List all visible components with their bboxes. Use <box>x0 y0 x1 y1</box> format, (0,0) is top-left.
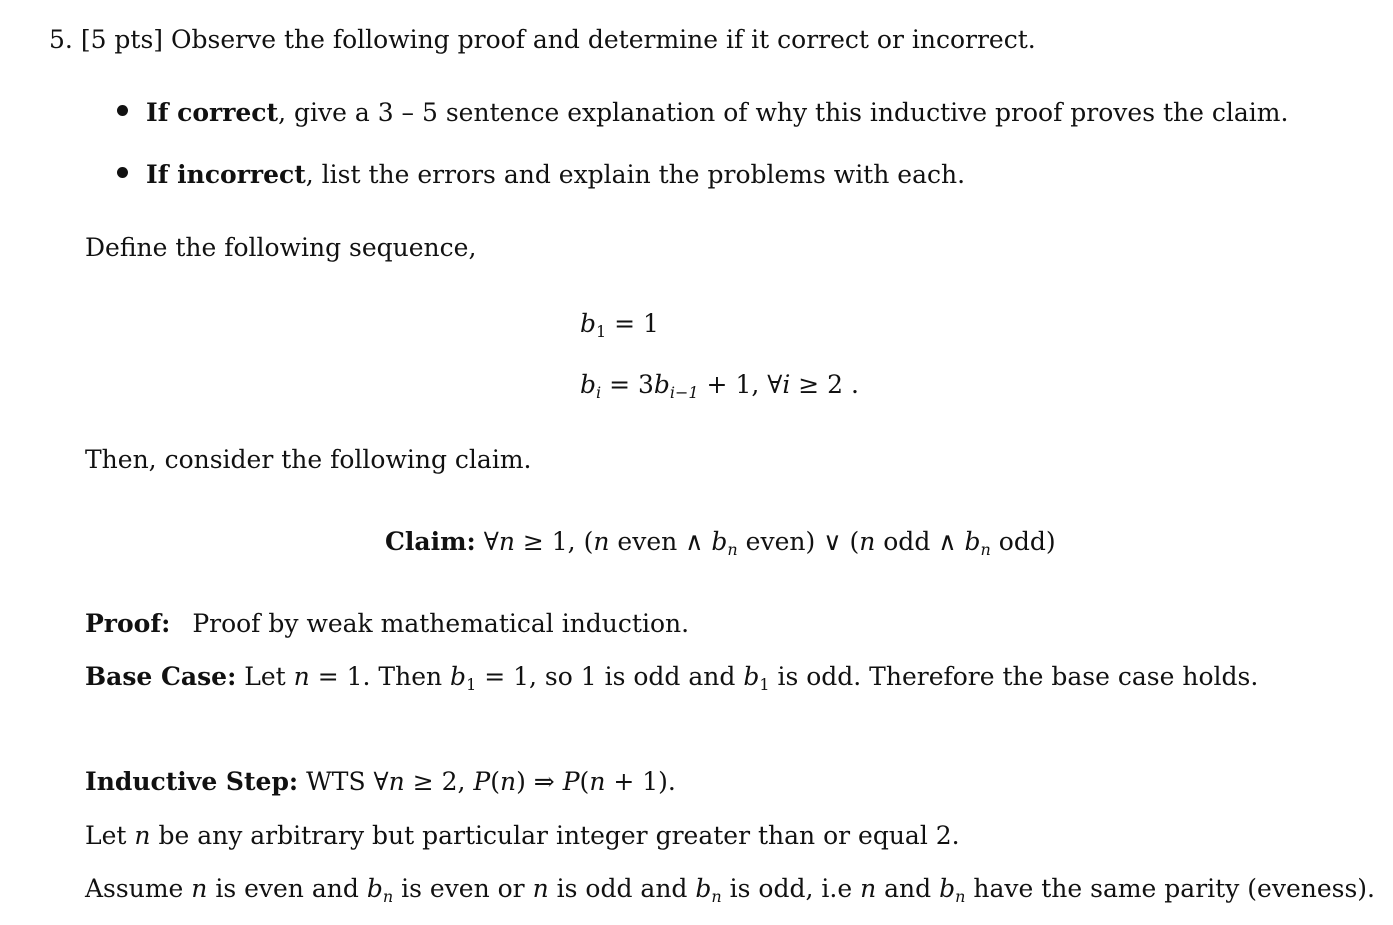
base-case-line: Base Case: Let n = 1. Then $b_1 = 1$, so 1 is odd and $b_1$ is odd. Therefore the base case holds. <box>85 662 1259 694</box>
proof-line <box>85 611 689 636</box>
question-number: 5. <box>49 25 73 54</box>
claim: Claim: ∀n ≥ 1, (n even ∧ $b_n$ even) ∨ (n odd ∧ $b_n$ odd) <box>385 527 1056 559</box>
bullet-dot-icon <box>117 105 128 116</box>
bullet-label: If incorrect <box>146 160 306 189</box>
claim-label: Claim: <box>385 527 476 556</box>
question-prompt: Observe the following proof and determine if it correct or incorrect. <box>171 25 1036 54</box>
proof-text: Proof by weak mathematical induction. <box>192 609 690 638</box>
let-line: Let n be any arbitrary but particular integer greater than or equal 2. <box>85 821 960 850</box>
question-header <box>49 27 1036 52</box>
assume-line: Assume n is even and $b_n$ is even or n is odd and $b_n$ is odd, i.e n and $b_n$ have the same parity (eveness). <box>85 874 1375 906</box>
then-text: Then, consider the following claim. <box>85 445 532 474</box>
base-case-label: Base Case: <box>85 662 237 691</box>
bullet-incorrect <box>117 162 965 187</box>
inductive-step-line: Inductive Step: WTS ∀n ≥ 2, P(n) ⇒ P(n + 1). <box>85 767 676 796</box>
bullet-text: , list the errors and explain the problems with each. <box>305 160 966 189</box>
bullet-text: , give a 3 – 5 sentence explanation of why this inductive proof proves the claim. <box>278 98 1289 127</box>
sequence-eq2: $b_i = 3b_{i-1} + 1$, ∀i ≥ 2 . <box>580 370 859 402</box>
define-text: Define the following sequence, <box>85 233 477 262</box>
bullet-correct <box>117 100 1288 125</box>
proof-label: Proof: <box>85 609 171 638</box>
question-points: [5 pts] <box>80 25 164 54</box>
bullet-label: If correct <box>146 98 279 127</box>
inductive-step-label: Inductive Step: <box>85 767 299 796</box>
sequence-eq1: $b_1 = 1$ <box>580 309 659 341</box>
bullet-dot-icon <box>117 167 128 178</box>
